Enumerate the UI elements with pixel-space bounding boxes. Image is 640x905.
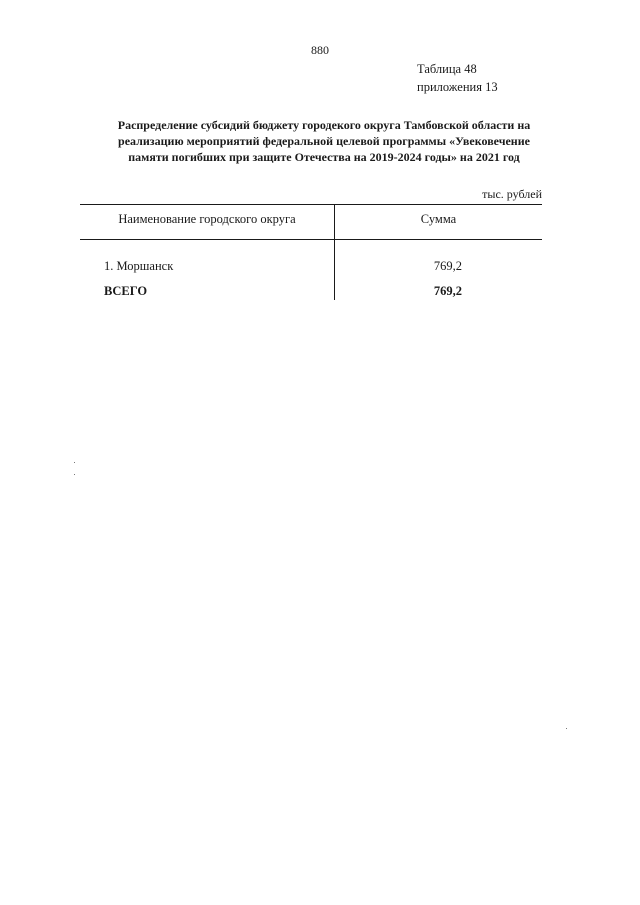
- table-number: Таблица 48: [417, 62, 477, 76]
- document-title: [80, 117, 568, 165]
- header-district-name: Наименование городского округа: [118, 212, 296, 226]
- total-amount: 769,2: [433, 284, 462, 298]
- header-amount: Сумма: [420, 212, 457, 226]
- units-label: тыс. рублей: [482, 187, 542, 201]
- scan-speck: [74, 462, 75, 463]
- table-header-border: [80, 239, 542, 240]
- title-line-1: Распределение субсидий бюджету городекого округа Тамбовской области на: [117, 118, 531, 132]
- row-district-name: 1. Моршанск: [104, 259, 174, 273]
- table-reference: [417, 60, 498, 96]
- scan-speck: [566, 728, 567, 729]
- scan-speck: [74, 474, 75, 475]
- title-line-2: реализацию мероприятий федеральной целевой программы «Увековечение: [118, 134, 530, 148]
- appendix-number: приложения 13: [417, 80, 498, 94]
- title-line-3: памяти погибших при защите Отечества на 2019-2024 годы» на 2021 год: [128, 150, 520, 164]
- row-amount: 769,2: [433, 259, 462, 273]
- table-top-border: [80, 204, 542, 205]
- page-number: 880: [311, 43, 329, 57]
- total-label: ВСЕГО: [104, 284, 148, 298]
